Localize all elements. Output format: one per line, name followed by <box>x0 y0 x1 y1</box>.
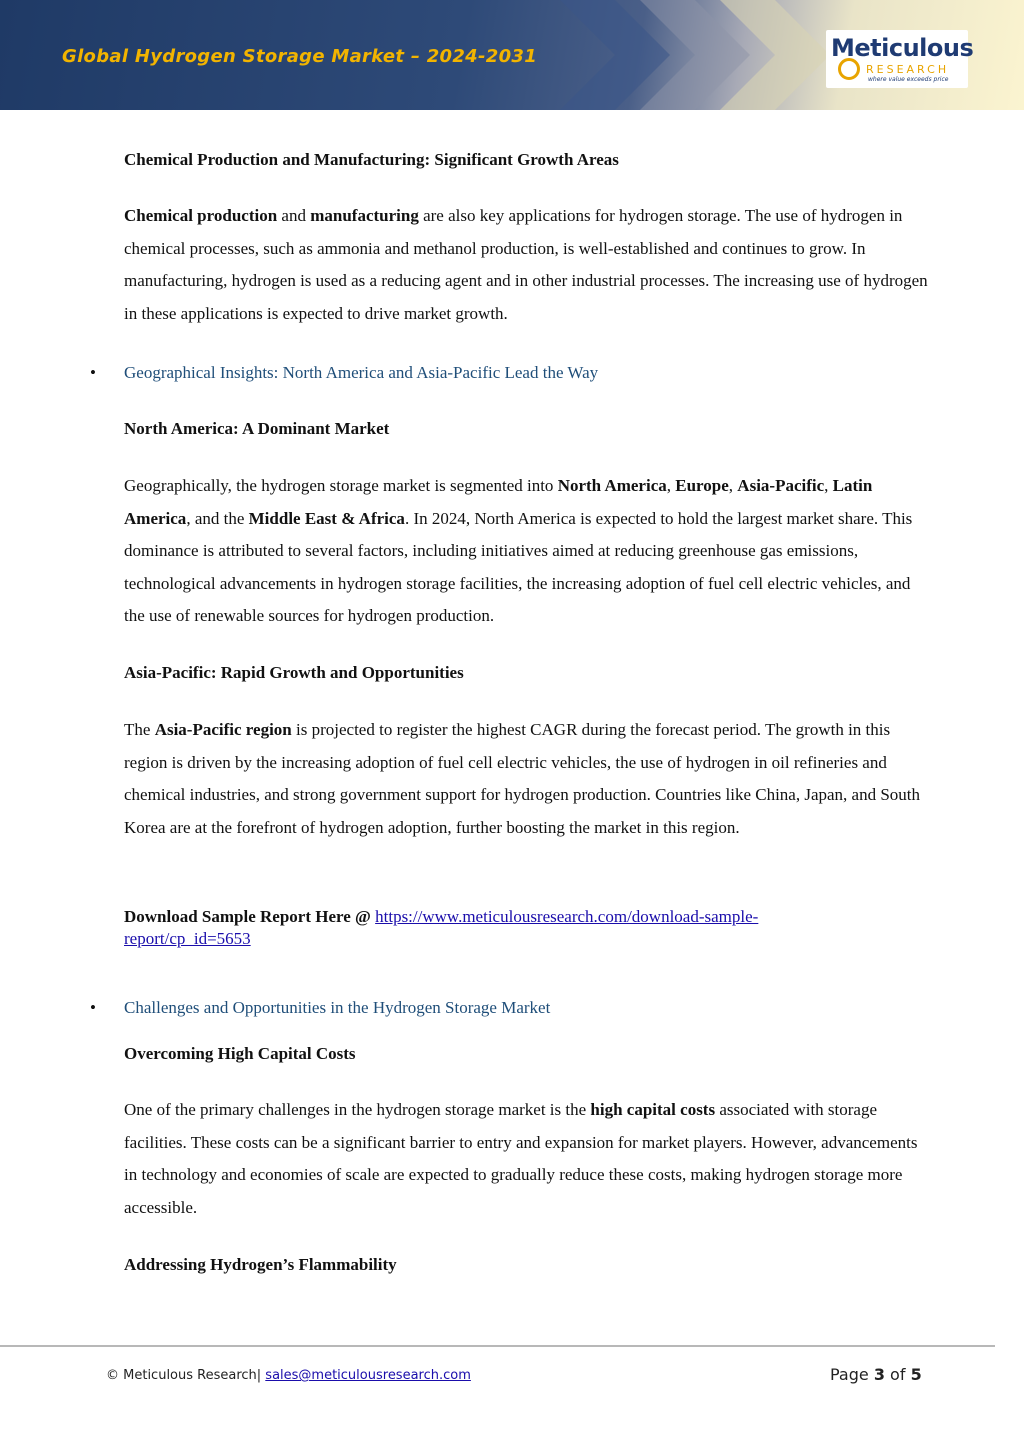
paragraph <box>124 1094 934 1224</box>
text: associated with storage facilities. These costs can be a significant barrier to entry and expansion for market players. However, advancements in technology and economies of scale are expected to gradually reduce these costs, making hydrogen storage more accessible. <box>124 1100 918 1217</box>
paragraph <box>124 470 934 633</box>
bold-text: North America <box>557 476 667 495</box>
bold-text: Middle East & Africa <box>248 508 405 528</box>
page-number <box>830 1365 922 1384</box>
header-decoration <box>720 0 830 110</box>
sales-email-link[interactable]: sales@meticulousresearch.com <box>265 1368 471 1383</box>
download-label: Download Sample Report Here @ <box>124 907 376 926</box>
magnifier-icon <box>838 58 860 80</box>
page-mid: of <box>884 1365 911 1384</box>
download-sample-line <box>124 906 884 950</box>
text: Geographically, the hydrogen storage market is segmented into <box>124 476 558 495</box>
bold-text: Latin America <box>124 476 873 528</box>
page-total: 5 <box>910 1365 922 1384</box>
page-current: 3 <box>873 1365 885 1384</box>
document-title: Global Hydrogen Storage Market – 2024-2031 <box>62 46 538 67</box>
section-heading: Asia-Pacific: Rapid Growth and Opportunities <box>124 663 464 682</box>
logo-sub: RESEARCH <box>866 63 950 76</box>
text: is projected to register the highest CAGR during the forecast period. The growth in this region is driven by the increasing adoption of fuel cell electric vehicles, the use of hydrogen in oil refineries and chemical industries, and strong government support for hydrogen production. Countries like China, Japan, and South Korea are at the forefront of hydrogen adoption, further boosting the market in this region. <box>124 720 921 837</box>
text: , and the <box>186 508 249 528</box>
logo-tagline: where value exceeds price <box>868 76 949 83</box>
section-heading: North America: A Dominant Market <box>124 419 390 438</box>
page-header-banner <box>0 0 1024 110</box>
text: , <box>666 476 676 495</box>
bold-text: Asia-Pacific <box>737 476 825 495</box>
bold-text: Asia-Pacific region <box>154 720 292 739</box>
section-heading: Chemical Production and Manufacturing: Significant Growth Areas <box>124 150 619 169</box>
bold-text: high capital costs <box>590 1100 716 1119</box>
meticulous-research-logo <box>826 30 974 88</box>
bold-text: Europe <box>675 476 729 495</box>
section-heading: Overcoming High Capital Costs <box>124 1044 356 1063</box>
footer-divider <box>0 1345 995 1347</box>
text: are also key applications for hydrogen storage. The use of hydrogen in chemical processes, such as ammonia and methanol production, is well-established and continues to grow. In manufacturing, hydrogen is used as a reducing agent and in other industrial processes. The increasing use of hydrogen in these applications is expected to drive market growth. <box>124 206 928 323</box>
text: and <box>277 206 311 225</box>
text: The <box>124 720 155 739</box>
logo-name: Meticulous <box>831 34 974 62</box>
text: One of the primary challenges in the hydrogen storage market is the <box>124 1100 591 1119</box>
bold-text: manufacturing <box>310 206 419 225</box>
bullet-heading-text: Geographical Insights: North America and Asia-Pacific Lead the Way <box>124 363 599 382</box>
bullet-icon: • <box>90 998 96 1017</box>
bold-text: Chemical production <box>124 206 278 225</box>
paragraph <box>124 714 934 844</box>
text: . In 2024, North America is expected to hold the largest market share. This dominance is attributed to several factors, including initiatives aimed at reducing greenhouse gas emissions, technological advancements in hydrogen storage facilities, the increasing adoption of fuel cell electric vehicles, and the use of renewable sources for hydrogen production. <box>124 508 913 626</box>
text: , <box>824 476 833 495</box>
footer-copyright <box>106 1368 471 1383</box>
bullet-icon: • <box>90 363 96 382</box>
paragraph <box>124 200 934 330</box>
text: , <box>728 476 738 495</box>
copyright-text: © Meticulous Research| <box>106 1368 266 1383</box>
page-prefix: Page <box>830 1365 874 1384</box>
bullet-heading-text: Challenges and Opportunities in the Hydrogen Storage Market <box>124 998 551 1017</box>
download-sample-link[interactable]: https://www.meticulousresearch.com/download-sample-report/cp_id=5653 <box>124 907 759 948</box>
section-heading: Addressing Hydrogen’s Flammability <box>124 1255 397 1274</box>
